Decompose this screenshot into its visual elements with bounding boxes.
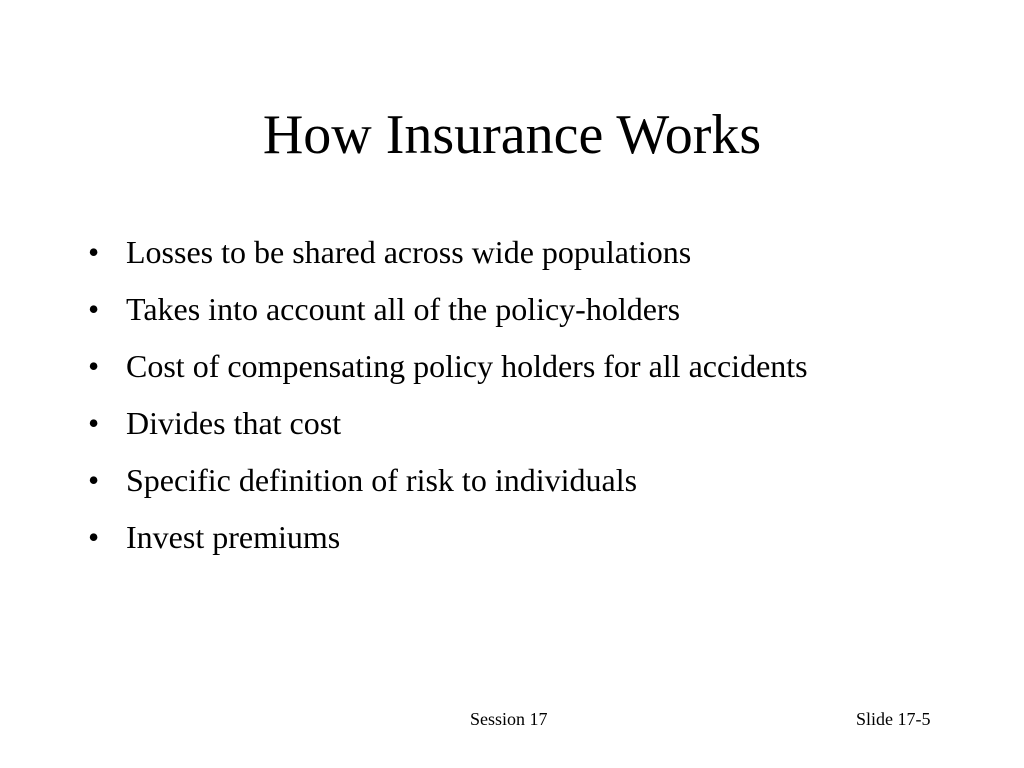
bullet-item <box>84 458 844 502</box>
bullet-dot-icon: • <box>88 234 100 270</box>
bullet-list <box>84 230 844 572</box>
bullet-text: Invest premiums <box>126 519 341 555</box>
bullet-item <box>84 287 844 331</box>
bullet-dot-icon: • <box>88 462 100 498</box>
footer-slide-number: Slide 17-5 <box>856 709 931 729</box>
bullet-item <box>84 344 844 388</box>
bullet-dot-icon: • <box>88 519 100 555</box>
bullet-text: Takes into account all of the policy-holders <box>126 291 681 327</box>
bullet-dot-icon: • <box>88 348 100 384</box>
footer-session: Session 17 <box>470 709 548 729</box>
bullet-dot-icon: • <box>88 291 100 327</box>
slide-title: How Insurance Works <box>262 104 762 166</box>
bullet-text: Divides that cost <box>126 405 342 441</box>
bullet-item <box>84 401 844 445</box>
bullet-dot-icon: • <box>88 405 100 441</box>
bullet-item <box>84 230 844 274</box>
bullet-item <box>84 515 844 559</box>
bullet-text: Specific definition of risk to individuals <box>126 462 638 498</box>
bullet-text: Cost of compensating policy holders for all accidents <box>126 348 808 384</box>
bullet-text: Losses to be shared across wide populations <box>126 234 692 270</box>
